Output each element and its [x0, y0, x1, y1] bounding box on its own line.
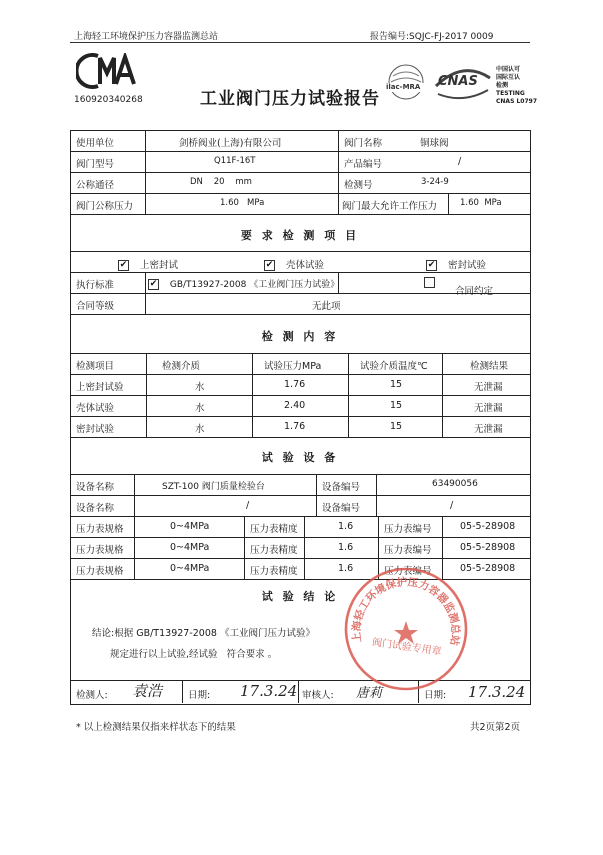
conclusion-title: 试 验 结 论 — [261, 590, 339, 603]
content-cell: 密封试验 — [76, 424, 115, 435]
content-cell: 1.76 — [284, 379, 306, 390]
gauge-accuracy: 1.6 — [338, 521, 354, 532]
svg-text:上海轻工环境保护压力容器监测总站: 上海轻工环境保护压力容器监测总站 — [350, 576, 462, 647]
device-id-label: 设备编号 — [322, 482, 361, 493]
device-name-label: 设备名称 — [76, 503, 115, 514]
content-title: 检 测 内 容 — [261, 330, 339, 343]
checkbox-checked-icon: ✔ — [427, 260, 436, 270]
dn-label: 公称通径 — [76, 180, 115, 191]
header-rule — [70, 42, 530, 43]
req-item-top-seal: ✔ 上密封试 — [119, 260, 179, 271]
gauge-accuracy-label: 压力表精度 — [250, 566, 298, 577]
report-title: 工业阀门压力试验报告 — [200, 89, 380, 109]
model-label: 阀门型号 — [76, 159, 115, 170]
dn-value: DN 20 mm — [190, 177, 252, 187]
content-cell: 15 — [390, 421, 403, 432]
gauge-spec: 0~4MPa — [170, 542, 210, 553]
gauge-number: 05-5-28908 — [460, 521, 516, 532]
gauge-number: 05-5-28908 — [460, 542, 516, 553]
content-cell: 水 — [195, 382, 205, 393]
cma-logo — [76, 53, 138, 89]
content-cell: 水 — [195, 424, 205, 435]
grade-value: 无此项 — [312, 301, 341, 312]
content-cell: 1.76 — [284, 421, 306, 432]
gauge-spec-label: 压力表规格 — [76, 524, 124, 535]
gauge-spec-label: 压力表规格 — [76, 566, 124, 577]
device-name: SZT-100 阀门质量检验台 — [162, 482, 265, 492]
stamp-subtitle: 阀门试验专用章 — [371, 637, 443, 658]
ilac-mark: ilac-MRA — [386, 83, 421, 91]
org-name: 上海轻工环境保护压力容器监测总站 — [74, 32, 219, 42]
use-unit: 剑桥阀业(上海)有限公司 — [179, 138, 282, 149]
pn-value: 1.60 MPa — [220, 198, 265, 208]
report-number: 报告编号:SQJC-FJ-2017 0009 — [370, 32, 494, 42]
gauge-number-label: 压力表编号 — [384, 545, 432, 556]
content-cell: 上密封试验 — [76, 382, 124, 393]
contract-option — [424, 277, 435, 288]
cnas-mark: CNAS — [438, 74, 478, 89]
use-unit-label: 使用单位 — [76, 138, 115, 149]
equipment-title: 试 验 设 备 — [261, 451, 339, 464]
gauge-accuracy-label: 压力表精度 — [250, 545, 298, 556]
cnas-text: 中国认可 国际互认 检测 TESTING CNAS L0797 — [496, 66, 538, 105]
gauge-spec-label: 压力表规格 — [76, 545, 124, 556]
content-header-cell: 试验压力MPa — [264, 361, 322, 372]
grade-label: 合同等级 — [76, 301, 115, 312]
device-id-label: 设备编号 — [322, 503, 361, 514]
conclusion-line2: 规定进行以上试验,经试验 符合要求 。 — [110, 649, 278, 660]
reviewer-signature: 唐莉 — [356, 686, 383, 701]
device-id: 63490056 — [432, 479, 478, 489]
page-number: 共2页第2页 — [470, 722, 521, 733]
review-date: 17.3.24 — [468, 683, 526, 701]
max-wp-value: 1.60 MPa — [460, 198, 502, 208]
device-name-label: 设备名称 — [76, 482, 115, 493]
gauge-accuracy: 1.6 — [338, 563, 354, 574]
gauge-accuracy-label: 压力表精度 — [250, 524, 298, 535]
content-header-cell: 检测项目 — [76, 361, 115, 372]
content-cell: 壳体试验 — [76, 403, 115, 414]
date-label: 日期: — [424, 690, 447, 701]
content-header-cell: 检测结果 — [470, 361, 509, 372]
product-no-label: 产品编号 — [344, 159, 383, 170]
reviewer-label: 审核人: — [302, 690, 334, 701]
inspector-label: 检测人: — [76, 690, 108, 701]
standard-option: ✔ GB/T13927-2008 《工业阀门压力试验》 — [149, 279, 340, 290]
max-wp-label: 阀门最大允许工作压力 — [342, 201, 438, 212]
valve-name-label: 阀门名称 — [344, 138, 383, 149]
checkbox-checked-icon: ✔ — [119, 260, 128, 270]
model: Q11F-16T — [214, 156, 256, 166]
content-cell: 2.40 — [284, 400, 306, 411]
gauge-number-label: 压力表编号 — [384, 566, 432, 577]
standard-label: 执行标准 — [76, 280, 115, 291]
content-cell: 无泄漏 — [474, 424, 503, 435]
gauge-spec: 0~4MPa — [170, 521, 210, 532]
checkbox-empty-icon — [424, 277, 435, 288]
checkbox-checked-icon: ✔ — [265, 260, 274, 270]
valve-name: 铜球阀 — [420, 138, 449, 149]
inspection-no: 3-24-9 — [421, 177, 449, 187]
device-name: / — [246, 500, 250, 511]
date-label: 日期: — [188, 690, 211, 701]
checkbox-checked-icon: ✔ — [149, 279, 158, 289]
device-id: / — [450, 500, 454, 511]
requirements-title: 要 求 检 测 项 目 — [240, 229, 360, 242]
req-item-shell: ✔ 壳体试验 — [265, 260, 325, 271]
official-stamp — [340, 563, 472, 695]
conclusion-line1: 结论:根据 GB/T13927-2008 《工业阀门压力试验》 — [92, 628, 315, 639]
content-cell: 15 — [390, 400, 403, 411]
gauge-number: 05-5-28908 — [460, 563, 516, 574]
content-cell: 无泄漏 — [474, 382, 503, 393]
content-cell: 15 — [390, 379, 403, 390]
gauge-accuracy: 1.6 — [338, 542, 354, 553]
gauge-number-label: 压力表编号 — [384, 524, 432, 535]
content-cell: 水 — [195, 403, 205, 414]
content-cell: 无泄漏 — [474, 403, 503, 414]
inspection-no-label: 检测号 — [344, 180, 373, 191]
contract-label: 合同约定 — [455, 286, 494, 297]
cma-code: 160920340268 — [74, 95, 143, 105]
inspector-signature: 袁浩 — [132, 682, 163, 700]
gauge-spec: 0~4MPa — [170, 563, 210, 574]
content-header-cell: 检测介质 — [162, 361, 201, 372]
req-item-seal: ✔ 密封试验 — [427, 260, 487, 271]
product-no: / — [458, 156, 462, 167]
content-header-cell: 试验介质温度℃ — [360, 361, 428, 372]
pn-label: 阀门公称压力 — [76, 201, 134, 212]
inspect-date: 17.3.24 — [240, 682, 298, 700]
footer-note: * 以上检测结果仅指来样状态下的结果 — [76, 722, 236, 733]
